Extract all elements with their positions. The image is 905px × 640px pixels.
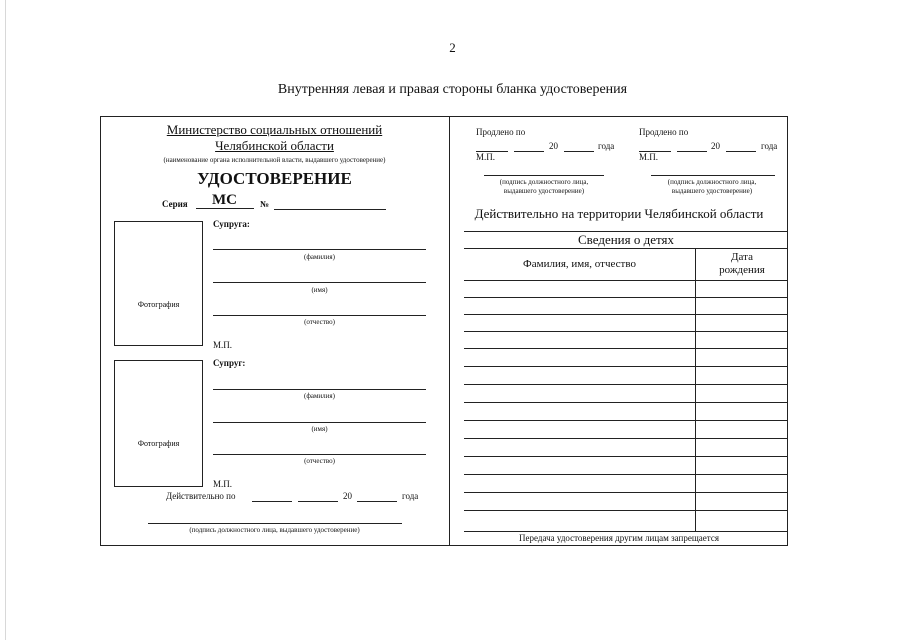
valid-until-label: Действительно по (166, 491, 236, 501)
column-header-birth-line1: Дата (731, 251, 753, 263)
child-entry-row[interactable] (464, 402, 788, 403)
child-entry-row[interactable] (464, 348, 788, 349)
extended-1-caption-line1: (подпись должностного лица, (499, 178, 589, 186)
husband-patronymic-line[interactable] (213, 454, 426, 455)
child-entry-row[interactable] (464, 438, 788, 439)
column-header-name: Фамилия, имя, отчество (523, 258, 636, 270)
wife-photo-label: Фотография (137, 300, 180, 309)
extended-2-caption-line1: (подпись должностного лица, (667, 178, 757, 186)
left-signature-line[interactable] (148, 523, 402, 524)
children-table-bottom-line (464, 531, 788, 532)
wife-surname-caption: (фамилия) (304, 253, 335, 261)
extended-1-year-prefix: 20 (549, 141, 558, 151)
child-entry-row[interactable] (464, 474, 788, 475)
wife-surname-line[interactable] (213, 249, 426, 250)
child-entry-row[interactable] (464, 456, 788, 457)
child-entry-row[interactable] (464, 297, 788, 298)
extended-2-month-line[interactable] (677, 151, 707, 152)
valid-until-year-prefix: 20 (343, 491, 352, 501)
husband-photo-label: Фотография (137, 439, 180, 448)
center-fold-divider (449, 116, 450, 546)
valid-until-day-line[interactable] (252, 501, 292, 502)
territory-validity-text: Действительно на территории Челябинской области (474, 206, 764, 221)
extended-2-year-line[interactable] (726, 151, 756, 152)
ministry-name-line1: Министерство социальных отношений (166, 122, 383, 137)
extended-2-caption-line2: выдавшего удостоверение) (671, 187, 753, 195)
extended-1-year-suffix: года (598, 141, 615, 151)
child-entry-row[interactable] (464, 331, 788, 332)
wife-stamp-place: М.П. (213, 340, 233, 350)
left-signature-caption: (подпись должностного лица, выдавшего удостоверение) (189, 526, 360, 534)
children-table-column-divider (695, 248, 696, 531)
column-header-birth-line2: рождения (719, 264, 765, 276)
wife-photo-box (114, 221, 203, 346)
extended-2-signature-line[interactable] (651, 175, 775, 176)
ministry-caption: (наименование органа исполнительной власти, выдавшего удостоверение) (163, 156, 386, 164)
extended-1-year-line[interactable] (564, 151, 594, 152)
extended-1-caption-line2: выдавшего удостоверение) (503, 187, 585, 195)
husband-photo-box (114, 360, 203, 487)
page-number: 2 (449, 40, 456, 55)
child-entry-row[interactable] (464, 420, 788, 421)
husband-surname-caption: (фамилия) (304, 392, 335, 400)
wife-name-caption: (имя) (311, 286, 328, 294)
valid-until-year-line[interactable] (357, 501, 397, 502)
ministry-name-line2: Челябинской области (215, 138, 334, 153)
wife-patronymic-caption: (отчество) (304, 318, 335, 326)
child-entry-row[interactable] (464, 492, 788, 493)
extended-1-month-line[interactable] (514, 151, 544, 152)
series-label: Серия (162, 199, 188, 209)
children-heading-line (464, 248, 788, 249)
child-entry-row[interactable] (464, 366, 788, 367)
child-entry-row[interactable] (464, 280, 788, 281)
wife-name-line[interactable] (213, 282, 426, 283)
husband-surname-line[interactable] (213, 389, 426, 390)
husband-name-caption: (имя) (311, 425, 328, 433)
child-entry-row[interactable] (464, 384, 788, 385)
extended-2-stamp: М.П. (639, 152, 659, 162)
extended-label-2: Продлено по (639, 127, 689, 137)
document-title: Внутренняя левая и правая стороны бланка удостоверения (277, 82, 628, 97)
extended-1-stamp: М.П. (476, 152, 496, 162)
child-entry-row[interactable] (464, 510, 788, 511)
extended-2-year-suffix: года (761, 141, 778, 151)
extended-2-year-prefix: 20 (711, 141, 720, 151)
children-heading: Сведения о детях (578, 232, 674, 247)
transfer-prohibited-text: Передача удостоверения другим лицам запрещается (519, 533, 719, 543)
valid-until-year-suffix: года (402, 491, 419, 501)
husband-label: Супруг: (213, 358, 246, 368)
number-label: № (260, 199, 270, 209)
child-entry-row[interactable] (464, 314, 788, 315)
valid-until-month-line[interactable] (298, 501, 338, 502)
husband-stamp-place: М.П. (213, 479, 233, 489)
extended-label-1: Продлено по (476, 127, 526, 137)
extended-1-signature-line[interactable] (484, 175, 604, 176)
wife-label: Супруга: (213, 219, 250, 229)
number-underline[interactable] (274, 209, 386, 210)
series-value: МС (212, 192, 237, 208)
husband-patronymic-caption: (отчество) (304, 457, 335, 465)
wife-patronymic-line[interactable] (213, 315, 426, 316)
certificate-heading: УДОСТОВЕРЕНИЕ (197, 169, 352, 188)
husband-name-line[interactable] (213, 422, 426, 423)
